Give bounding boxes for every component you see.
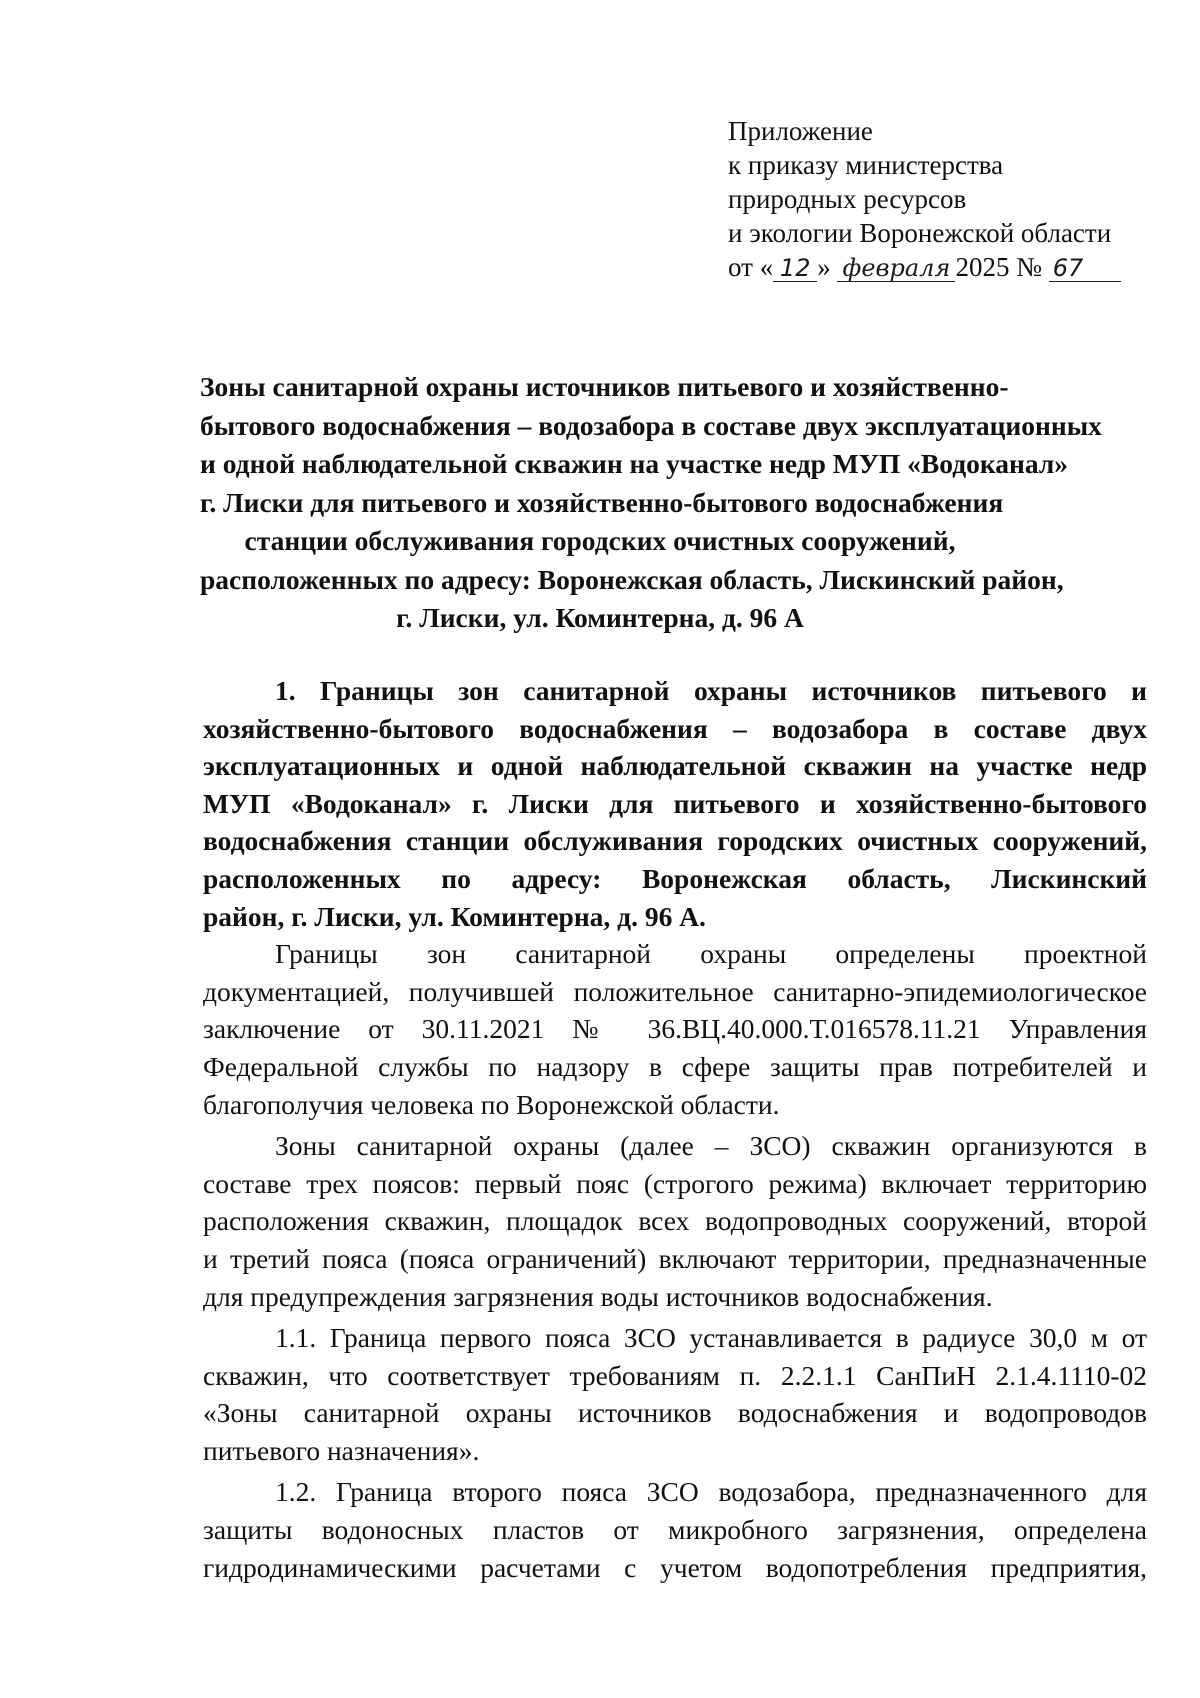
paragraph-zso-belts [203,1127,1147,1315]
appendix-date-line [728,250,1168,284]
heading-line: 1. Границы зон санитарной охраны источников питьевого и [275,675,1147,706]
appendix-line: Приложение [728,116,873,146]
title-line: г. Лиски, ул. Коминтерна, д. 96 А [396,602,804,633]
heading-line: эксплуатационных и одной наблюдательной скважин на участке недр [203,750,1147,782]
title-line: и одной наблюдательной скважин на участке недр МУП «Водоканал» [200,448,1069,479]
paragraph-line: документацией, получившей положительное санитарно-эпидемиологическое [203,975,1147,1007]
paragraph-borders-defined [203,935,1147,1123]
document-body [203,672,1147,1586]
paragraph-line: защиты водоносных пластов от микробного загрязнения, определена [203,1514,1147,1546]
document-title [200,368,1102,638]
paragraph-line: скважин, что соответствует требованиям п. 2.2.1.1 СанПиН 2.1.4.1110-02 [203,1359,1147,1391]
heading-line: водоснабжения станции обслуживания городских очистных сооружений, [203,825,1147,857]
title-line: станции обслуживания городских очистных сооружений, [244,525,956,556]
date-year: 2025 [955,252,1010,282]
paragraph-line: питьевого назначения». [203,1434,480,1466]
heading-line: МУП «Водоканал» г. Лиски для питьевого и хозяйственно-бытового [203,787,1147,819]
paragraph-line: Зоны санитарной охраны (далее – ЗСО) скважин организуются в [275,1130,1147,1162]
paragraph-line: Федеральной службы по надзору в сфере защиты прав потребителей и [203,1050,1147,1082]
appendix-line: и экологии Воронежской области [728,218,1112,248]
paragraph-line: гидродинамическими расчетами с учетом водопотребления предприятия, [203,1551,1147,1583]
title-line: г. Лиски для питьевого и хозяйственно-бытового водоснабжения [200,486,1004,518]
paragraph-first-belt [203,1319,1147,1469]
title-line: Зоны санитарной охраны источников питьевого и хозяйственно- [200,371,1009,402]
paragraph-second-belt [203,1473,1147,1586]
appendix-block [728,114,1168,284]
paragraph-line: и третий пояса (пояса ограничений) включают территории, предназначенные [203,1242,1147,1274]
section-heading [203,672,1147,935]
paragraph-line: 1.2. Граница второго пояса ЗСО водозабора, предназначенного для [275,1476,1147,1508]
paragraph-line: «Зоны санитарной охраны источников водоснабжения и водопроводов [203,1397,1147,1429]
handwritten-day: 12 [773,255,817,282]
appendix-line: природных ресурсов [728,184,967,214]
paragraph-line: составе трех поясов: первый пояс (строгого режима) включает территорию [203,1167,1147,1199]
heading-line: район, г. Лиски, ул. Коминтерна, д. 96 А. [203,900,706,932]
heading-line: хозяйственно-бытового водоснабжения – водозабора в составе двух [203,712,1147,744]
appendix-line: к приказу министерства [728,150,1004,180]
paragraph-line: благополучия человека по Воронежской области. [203,1088,780,1120]
title-line: бытового водоснабжения – водозабора в составе двух эксплуатационных [200,409,1102,441]
number-sign: № [1016,252,1042,282]
paragraph-line: 1.1. Граница первого пояса ЗСО устанавливается в радиусе 30,0 м от [275,1322,1147,1354]
handwritten-order-number: 67 [1049,255,1121,282]
handwritten-month: февраля [837,255,955,282]
heading-line: расположенных по адресу: Воронежская область, Лискинский [203,862,1147,894]
paragraph-line: Границы зон санитарной охраны определены проектной [275,938,1147,970]
paragraph-line: расположения скважин, площадок всех водопроводных сооружений, второй [203,1205,1147,1237]
title-line: расположенных по адресу: Воронежская область, Лискинский район, [200,563,1064,595]
date-prefix: от « [728,252,774,282]
paragraph-line: для предупреждения загрязнения воды источников водоснабжения. [203,1280,993,1312]
paragraph-line: заключение от 30.11.2021 № 36.ВЦ.40.000.Т.016578.11.21 Управления [203,1013,1147,1045]
date-mid: » [817,252,831,282]
